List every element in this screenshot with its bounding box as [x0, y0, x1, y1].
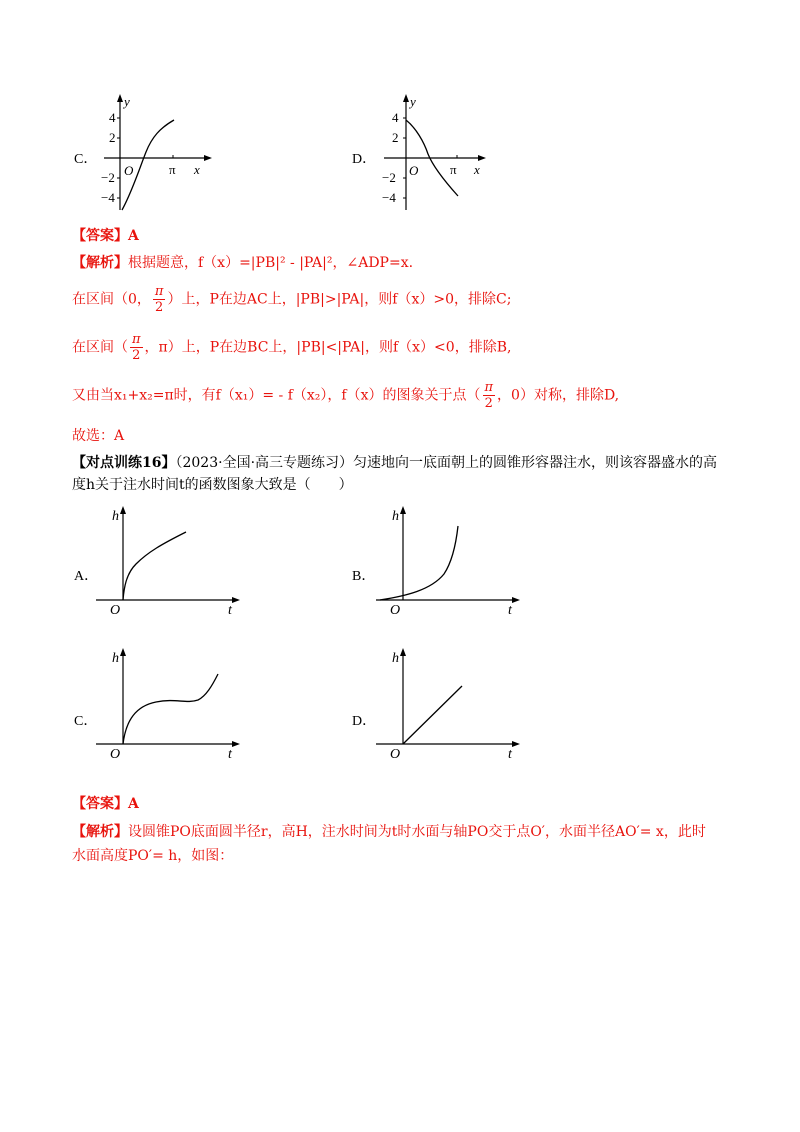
origin-label: O [409, 163, 419, 178]
pi-tick-label: π [450, 162, 457, 177]
y-axis-label: y [410, 94, 416, 109]
answer-16-label: 【答案】A [72, 796, 139, 812]
origin-label: O [390, 747, 401, 758]
tick-label-neg4: −4 [101, 190, 115, 205]
tick-label-2: 2 [109, 130, 116, 145]
graph-option-a [96, 504, 246, 616]
graph-option-c [100, 92, 215, 217]
fraction-pi-over-2 [130, 332, 143, 363]
fraction-denominator: 2 [132, 348, 141, 363]
option-d-label: D． [352, 714, 377, 729]
graph-option-d [376, 646, 526, 758]
analysis-line-2 [72, 284, 511, 315]
option-b-label: B． [352, 569, 376, 584]
question-16-stem [72, 452, 732, 496]
x-axis-label: x [194, 162, 200, 177]
t-axis-label: t [228, 603, 232, 616]
analysis-text-2b: ）上，P在边AC上，|PB|>|PA|，则f（x）>0，排除C; [167, 291, 512, 308]
question-16-line2: 度h关于注水时间t的函数图象大致是（ ） [72, 477, 353, 493]
h-axis-label: h [112, 651, 119, 666]
pi-tick-label: π [169, 162, 176, 177]
origin-label: O [110, 747, 121, 758]
origin-label: O [110, 603, 121, 616]
analysis-text-3a: 在区间（ [72, 339, 128, 356]
fraction-numerator: π [132, 332, 141, 347]
answer-16-analysis [72, 820, 706, 868]
option-c-label: C． [74, 152, 98, 167]
x-axis-label: x [474, 162, 480, 177]
graph-option-d [378, 92, 493, 217]
tick-label-neg2: −2 [382, 170, 396, 185]
fraction-numerator: π [484, 380, 494, 395]
answer-16-line2: 水面高度PO′= h，如图： [72, 848, 234, 864]
tick-label-4: 4 [392, 110, 399, 125]
analysis-text-4b: ，0）对称，排除D, [497, 387, 620, 404]
h-axis-label: h [112, 509, 119, 524]
origin-label: O [390, 603, 401, 616]
t-axis-label: t [508, 603, 512, 616]
analysis-line-1 [72, 253, 413, 273]
answer-label: 【答案】A [72, 228, 139, 244]
option-c-label: C． [74, 714, 98, 729]
tick-label-neg4: −4 [382, 190, 396, 205]
analysis-text-2a: 在区间（0， [72, 291, 151, 308]
answer-16-analysis-head: 【解析】 [72, 824, 128, 840]
analysis-line-4 [72, 380, 619, 411]
conclusion: 故选：A [72, 428, 125, 444]
tick-label-neg2: −2 [101, 170, 115, 185]
analysis-text-4a: 又由当x₁+x₂=π时，有f（x₁）= - f（x₂），f（x）的图象关于点（ [72, 387, 481, 404]
fraction-denominator: 2 [155, 300, 164, 315]
fraction-numerator: π [154, 284, 164, 299]
analysis-text-1: 根据题意，f（x）=|PB|² - |PA|²，∠ADP=x. [128, 255, 414, 271]
analysis-head: 【解析】 [72, 255, 128, 271]
fraction-pi-over-2 [153, 284, 166, 315]
t-axis-label: t [228, 747, 232, 758]
h-axis-label: h [392, 509, 399, 524]
h-axis-label: h [392, 651, 399, 666]
tick-label-4: 4 [109, 110, 116, 125]
fraction-denominator: 2 [484, 396, 493, 411]
question-16-line1: （2023·全国·高三专题练习）匀速地向一底面朝上的圆锥形容器注水，则该容器盛水的高 [175, 455, 718, 471]
graph-option-c [96, 646, 246, 758]
analysis-text-3b: ，π）上，P在边BC上，|PB|<|PA|，则f（x）<0，排除B, [144, 339, 512, 356]
option-d-label: D． [352, 152, 377, 167]
analysis-line-3 [72, 332, 511, 363]
graph-option-b [376, 504, 526, 616]
t-axis-label: t [508, 747, 512, 758]
question-16-head: 【对点训练16】 [72, 455, 176, 471]
tick-label-2: 2 [392, 130, 399, 145]
answer-16-line1: 设圆锥PO底面圆半径r，高H，注水时间为t时水面与轴PO交于点O′，水面半径AO′= x，此时 [128, 824, 706, 840]
y-axis-label: y [124, 94, 130, 109]
fraction-pi-over-2 [483, 380, 496, 411]
origin-label: O [124, 163, 134, 178]
option-a-label: A． [74, 569, 99, 584]
